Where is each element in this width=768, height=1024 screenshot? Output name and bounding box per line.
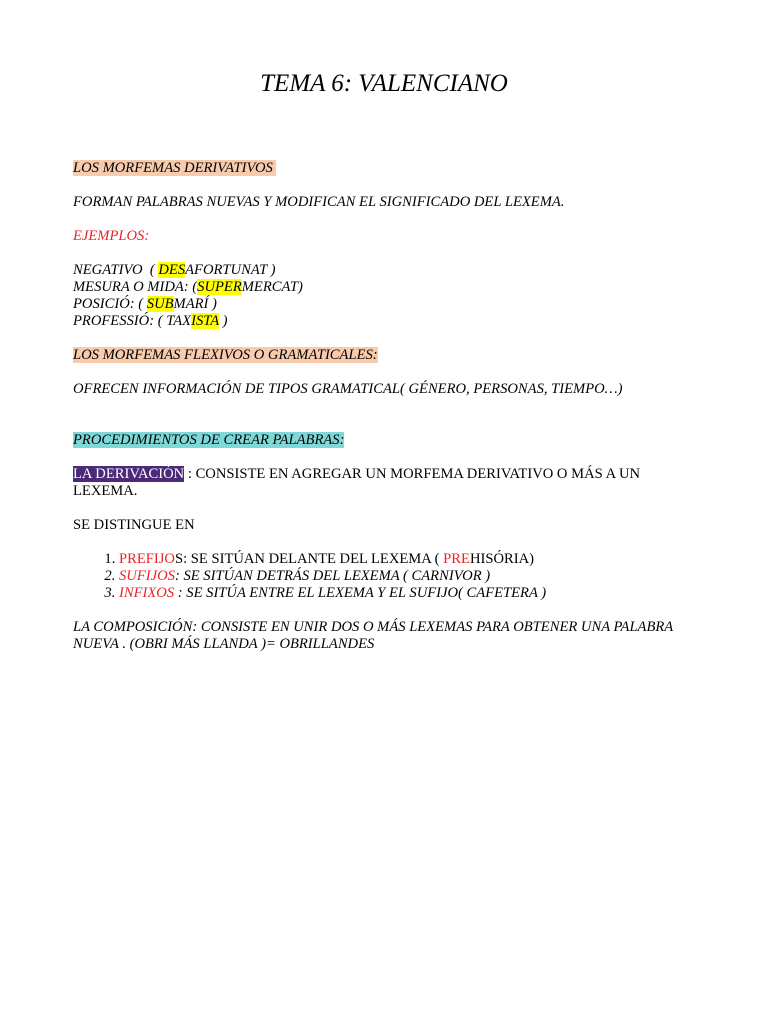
example-text: MESURA O MIDA: ( xyxy=(73,279,198,295)
heading-flexivos-text: LOS MORFEMAS FLEXIVOS O GRAMATICALES: xyxy=(73,347,378,363)
example-line xyxy=(73,313,693,330)
distingue-text: SE DISTINGUE EN xyxy=(73,517,195,533)
example-text: PROFESSIÓ: ( TAX xyxy=(73,313,192,329)
derivacion-label: LA DERIVACIÓN xyxy=(73,466,185,482)
list-term: PREFIJO xyxy=(119,551,175,567)
heading-flexivos xyxy=(73,347,693,364)
example-text: MERCAT) xyxy=(241,279,303,295)
document-title: TEMA 6: VALENCIANO xyxy=(260,70,508,97)
example-morpheme: ISTA xyxy=(191,313,219,329)
example-text: POSICIÓ: ( xyxy=(73,296,147,312)
composicion-paragraph: LA COMPOSICIÓN: CONSISTE EN UNIR DOS O MÁS LEXEMAS PARA OBTENER UNA PALABRA NUEVA . (OBRI MÁS LLANDA )= OBRILLANDES xyxy=(73,619,677,652)
derivacion-text: : CONSISTE EN AGREGAR UN MORFEMA DERIVATIVO O MÁS A UN LEXEMA. xyxy=(73,466,644,499)
example-text: NEGATIVO ( xyxy=(73,262,159,278)
example-line xyxy=(73,296,693,313)
document-body xyxy=(73,160,693,653)
heading-procedimientos-text: PROCEDIMIENTOS DE CREAR PALABRAS: xyxy=(73,432,345,448)
heading-procedimientos xyxy=(73,432,693,449)
affix-list xyxy=(73,551,693,602)
list-item xyxy=(119,568,693,585)
list-text: : SE SITÚAN DETRÁS DEL LEXEMA ( CARNIVOR ) xyxy=(174,568,491,584)
example-line xyxy=(73,279,693,296)
heading-derivativos-text: LOS MORFEMAS DERIVATIVOS xyxy=(73,160,277,176)
examples-label: EJEMPLOS: xyxy=(73,228,150,244)
example-text: ) xyxy=(218,313,228,329)
list-text: : SE SITÚA ENTRE EL LEXEMA Y EL SUFIJO( CAFETERA ) xyxy=(174,585,547,601)
example-morpheme: SUB xyxy=(146,296,174,312)
list-example-prefix: PRE xyxy=(443,551,470,567)
derivativos-definition: FORMAN PALABRAS NUEVAS Y MODIFICAN EL SIGNIFICADO DEL LEXEMA. xyxy=(73,194,565,210)
list-term: INFIXOS xyxy=(119,585,175,601)
list-text: HISÓRIA) xyxy=(469,551,534,567)
example-line xyxy=(73,262,693,279)
heading-derivativos xyxy=(73,160,693,177)
derivacion-paragraph xyxy=(73,466,693,500)
flexivos-definition: OFRECEN INFORMACIÓN DE TIPOS GRAMATICAL( GÉNERO, PERSONAS, TIEMPO…) xyxy=(73,381,623,397)
list-term: SUFIJOS xyxy=(119,568,175,584)
example-text: AFORTUNAT ) xyxy=(185,262,276,278)
example-text: MARÍ ) xyxy=(173,296,217,312)
example-morpheme: SUPER xyxy=(197,279,242,295)
list-text: S: SE SITÚAN DELANTE DEL LEXEMA ( xyxy=(174,551,444,567)
list-item xyxy=(119,585,693,602)
example-morpheme: DES xyxy=(158,262,186,278)
list-item xyxy=(119,551,693,568)
